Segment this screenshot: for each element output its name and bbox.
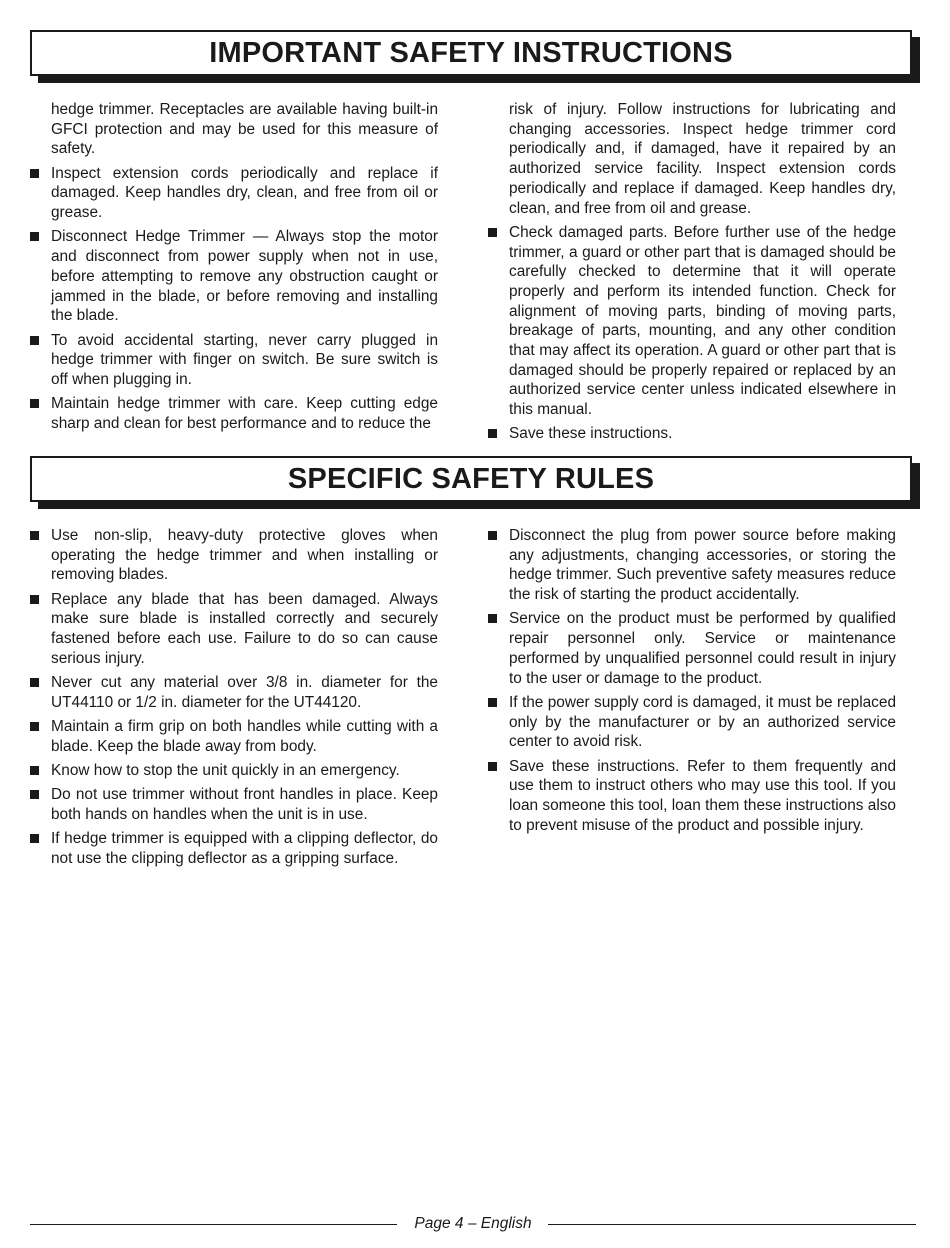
bullet-item: Know how to stop the unit quickly in an emergency. — [30, 761, 438, 781]
bullet-item: Disconnect Hedge Trimmer — Always stop the motor and disconnect from power supply when not in use, before attempting to remove any obstruction caught or jammed in the blade, or before removing and installing the blade. — [30, 227, 438, 326]
bullet-item: To avoid accidental starting, never carry plugged in hedge trimmer with finger on switch. Be sure switch is off when plugging in. — [30, 331, 438, 390]
footer-rule-left — [30, 1224, 397, 1225]
bullet-item: If the power supply cord is damaged, it must be replaced only by the manufacturer or by an authorized service center to avoid risk. — [488, 693, 896, 752]
bullet-item: Save these instructions. — [488, 424, 896, 444]
footer-rule-right — [548, 1224, 916, 1225]
bullet-item: Maintain hedge trimmer with care. Keep cutting edge sharp and clean for best performance and to reduce the — [30, 394, 438, 433]
bullet-item: Save these instructions. Refer to them frequently and use them to instruct others who may use this tool. If you loan someone this tool, loan them these instructions also to prevent misuse of the product and possible injury. — [488, 757, 896, 836]
section2-right-column — [488, 526, 896, 840]
bullet-item: Never cut any material over 3/8 in. diameter for the UT44110 or 1/2 in. diameter for the UT44120. — [30, 673, 438, 712]
continued-paragraph: hedge trimmer. Receptacles are available having built-in GFCI protection and may be used for this measure of safety. — [51, 101, 438, 158]
page-footer: Page 4 – English — [414, 1215, 532, 1232]
section1-left-column — [30, 100, 438, 438]
bullet-item: If hedge trimmer is equipped with a clipping deflector, do not use the clipping deflector as a gripping surface. — [30, 829, 438, 868]
bullet-item: Do not use trimmer without front handles in place. Keep both hands on handles when the unit is in use. — [30, 785, 438, 824]
bullet-item: Maintain a firm grip on both handles while cutting with a blade. Keep the blade away from body. — [30, 717, 438, 756]
bullet-item: Disconnect the plug from power source before making any adjustments, changing accessories, or storing the hedge trimmer. Such preventive safety measures reduce the risk of starting the product accidentally. — [488, 526, 896, 605]
bullet-item: Inspect extension cords periodically and replace if damaged. Keep handles dry, clean, and free from oil or grease. — [30, 164, 438, 223]
section-title-important-safety: IMPORTANT SAFETY INSTRUCTIONS — [30, 30, 912, 76]
continued-paragraph: risk of injury. Follow instructions for lubricating and changing accessories. Inspect hedge trimmer cord periodically and, if damaged, have it repaired by an authorized service facility. Inspect extension cords periodically and replace if damaged. Keep handles dry, clean, and free from oil and grease. — [509, 101, 896, 217]
bullet-item: Use non-slip, heavy-duty protective gloves when operating the hedge trimmer and when installing or removing blades. — [30, 526, 438, 585]
section2-left-column — [30, 526, 438, 873]
section-title-specific-safety: SPECIFIC SAFETY RULES — [30, 456, 912, 502]
bullet-item: Check damaged parts. Before further use of the hedge trimmer, a guard or other part that is damaged should be carefully checked to determine that it will operate properly and perform its intended function. Check for alignment of moving parts, binding of moving parts, breakage of parts, mounting, and any other condition that may affect its operation. A guard or other part that is damaged should be properly repaired or replaced by an authorized service center unless indicated elsewhere in this manual. — [488, 223, 896, 420]
bullet-item: Replace any blade that has been damaged. Always make sure blade is installed correctly and securely fastened before each use. Failure to do so can cause serious injury. — [30, 590, 438, 669]
section1-right-column — [488, 100, 896, 449]
bullet-item: Service on the product must be performed by qualified repair personnel only. Service or maintenance performed by unqualified personnel could result in injury to the user or damage to the product. — [488, 609, 896, 688]
